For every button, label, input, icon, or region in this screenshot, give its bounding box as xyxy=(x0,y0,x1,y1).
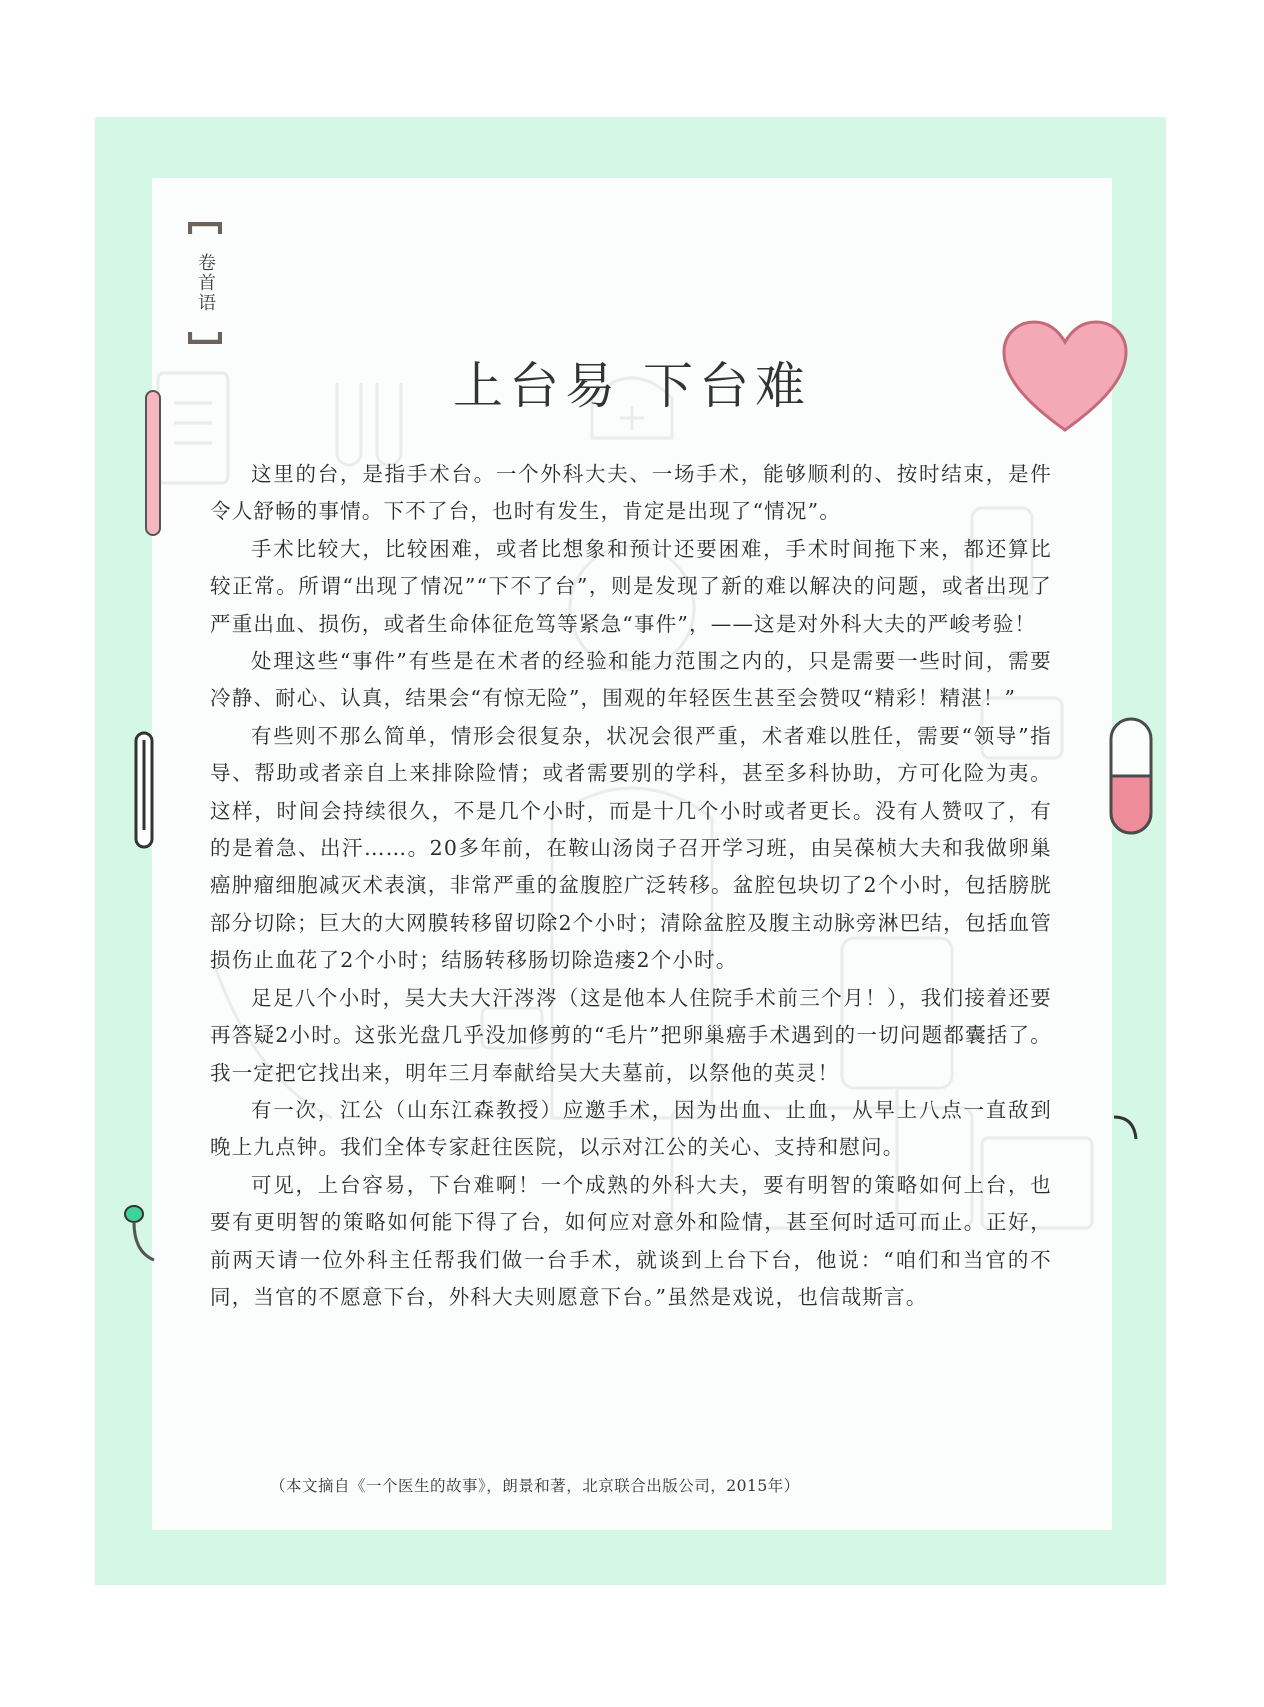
paragraph: 处理这些“事件”有些是在术者的经验和能力范围之内的，只是需要一些时间，需要冷静、耐心、认真，结果会“有惊无险”，围观的年轻医生甚至会赞叹“精彩！精湛！” xyxy=(210,649,1052,711)
section-label: 卷首语 xyxy=(195,253,216,313)
tube-icon xyxy=(1112,1112,1152,1146)
paragraph: 有一次，江公（山东江森教授）应邀手术，因为出血、止血，从早上八点一直敌到晚上九点钟。我们全体专家赶往医院，以示对江公的关心、支持和慰问。 xyxy=(210,1097,1052,1160)
source-note: （本文摘自《一个医生的故事》，朗景和著，北京联合出版公司，2015年） xyxy=(270,1477,800,1495)
section-tag xyxy=(188,222,224,344)
article-body xyxy=(210,456,1052,1316)
stethoscope-icon xyxy=(120,1202,160,1266)
paragraph: 足足八个小时，吴大夫大汗涔涔（这是他本人住院手术前三个月！），我们接着还要再答疑2小时。这张光盘几乎没加修剪的“毛片”把卵巢癌手术遇到的一切问题都囊括了。我一定把它找出来，明年三月奉献给吴大夫墓前，以祭他的英灵！ xyxy=(210,985,1052,1085)
paragraph: 手术比较大，比较困难，或者比想象和预计还要困难，手术时间拖下来，都还算比较正常。所谓“出现了情况”“下不了台”，则是发现了新的难以解决的问题，或者出现了严重出血、损伤，或者生命体征危笃等紧急“事件”，——这是对外科大夫的严峻考验！ xyxy=(210,536,1052,636)
paragraph: 这里的台，是指手术台。一个外科大夫、一场手术，能够顺利的、按时结束，是件令人舒畅的事情。下不了台，也时有发生，肯定是出现了“情况”。 xyxy=(210,462,1052,524)
article-title: 上台易 下台难 xyxy=(453,357,811,415)
bracket-top xyxy=(188,222,222,234)
bracket-bottom xyxy=(188,332,222,344)
paragraph: 有些则不那么简单，情形会很复杂，状况会很严重，术者难以胜任，需要“领导”指导、帮助或者亲自上来排除险情；或者需要别的学科，甚至多科协助，方可化险为夷。这样，时间会持续很久，不是几个小时，而是十几个小时或者更长。没有人赞叹了，有的是着急、出汗……。20多年前，在鞍山汤岗子召开学习班，由吴葆桢大夫和我做卵巢癌肿瘤细胞减灭术表演，非常严重的盆腹腔广泛转移。盆腔包块切了2个小时，包括膀胱部分切除；巨大的大网膜转移留切除2个小时；清除盆腔及腹主动脉旁淋巴结，包括血管损伤止血花了2个小时；结肠转移肠切除造瘘2个小时。 xyxy=(210,723,1052,973)
thermometer-icon xyxy=(132,730,156,854)
pill-icon xyxy=(1108,716,1154,840)
paragraph: 可见，上台容易，下台难啊！一个成熟的外科大夫，要有明智的策略如何上台，也要有更明智的策略如何能下得了台，如何应对意外和险情，甚至何时适可而止。正好，前两天请一位外科主任帮我们做一台手术，就谈到上台下台，他说：“咱们和当官的不同，当官的不愿意下台，外科大夫则愿意下台。”虽然是戏说，也信哉斯言。 xyxy=(210,1172,1052,1309)
